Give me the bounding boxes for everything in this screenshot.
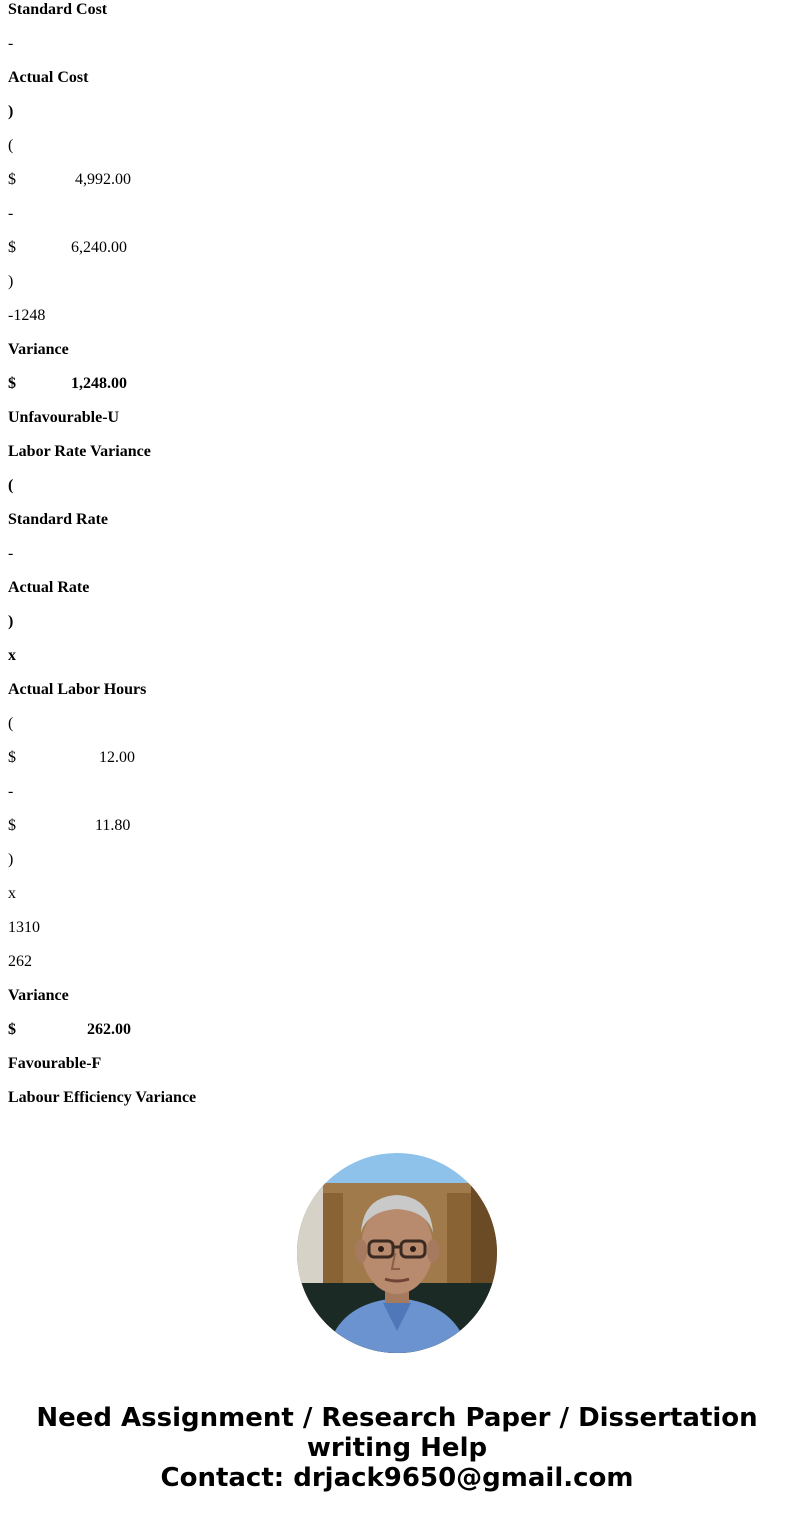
amount-value: 4,992.00 [75, 171, 131, 188]
text-line: Labor Rate Variance [8, 443, 151, 460]
text-line: 1310 [8, 919, 40, 936]
amount-line [8, 748, 788, 782]
text-line: - [8, 545, 14, 562]
text-line: x [8, 885, 16, 902]
text-line: ) [8, 103, 14, 120]
currency-symbol: $ [8, 375, 16, 392]
text-line: Variance [8, 987, 69, 1004]
text-line: Standard Cost [8, 1, 108, 18]
text-line: Favourable-F [8, 1055, 102, 1072]
text-line: ) [8, 851, 14, 868]
profile-photo [297, 1153, 497, 1353]
worksheet-lines [8, 0, 788, 1122]
promo-banner [0, 1403, 794, 1493]
amount-line [8, 238, 788, 272]
text-line: 262 [8, 953, 32, 970]
text-line: -1248 [8, 307, 46, 324]
text-line: Standard Rate [8, 511, 109, 528]
currency-symbol: $ [8, 817, 16, 834]
text-line: ( [8, 137, 14, 154]
amount-line [8, 816, 788, 850]
amount-line [8, 1020, 788, 1054]
text-line: ) [8, 613, 14, 630]
text-line: - [8, 35, 14, 52]
text-line: - [8, 783, 14, 800]
person-photo-icon [297, 1153, 497, 1353]
amount-value: 1,248.00 [71, 375, 127, 392]
promo-line-1: Need Assignment / Research Paper / Dissertation [36, 1403, 758, 1433]
text-line: Actual Cost [8, 69, 89, 86]
text-line: Labour Efficiency Variance [8, 1089, 197, 1106]
currency-symbol: $ [8, 239, 16, 256]
text-line: Unfavourable-U [8, 409, 120, 426]
text-line: Variance [8, 341, 69, 358]
amount-value: 11.80 [95, 817, 131, 834]
currency-symbol: $ [8, 1021, 16, 1038]
amount-line [8, 170, 788, 204]
text-line: x [8, 647, 16, 664]
promo-contact: Contact: drjack9650@gmail.com [160, 1463, 634, 1493]
amount-value: 262.00 [87, 1021, 131, 1038]
promo-line-2: writing Help [306, 1433, 488, 1463]
text-line: ( [8, 715, 14, 732]
amount-value: 12.00 [99, 749, 135, 766]
text-line: ) [8, 273, 14, 290]
text-line: ( [8, 477, 14, 494]
text-line: Actual Labor Hours [8, 681, 147, 698]
currency-symbol: $ [8, 749, 16, 766]
amount-line [8, 374, 788, 408]
amount-value: 6,240.00 [71, 239, 127, 256]
text-line: Actual Rate [8, 579, 90, 596]
text-line: - [8, 205, 14, 222]
currency-symbol: $ [8, 171, 16, 188]
